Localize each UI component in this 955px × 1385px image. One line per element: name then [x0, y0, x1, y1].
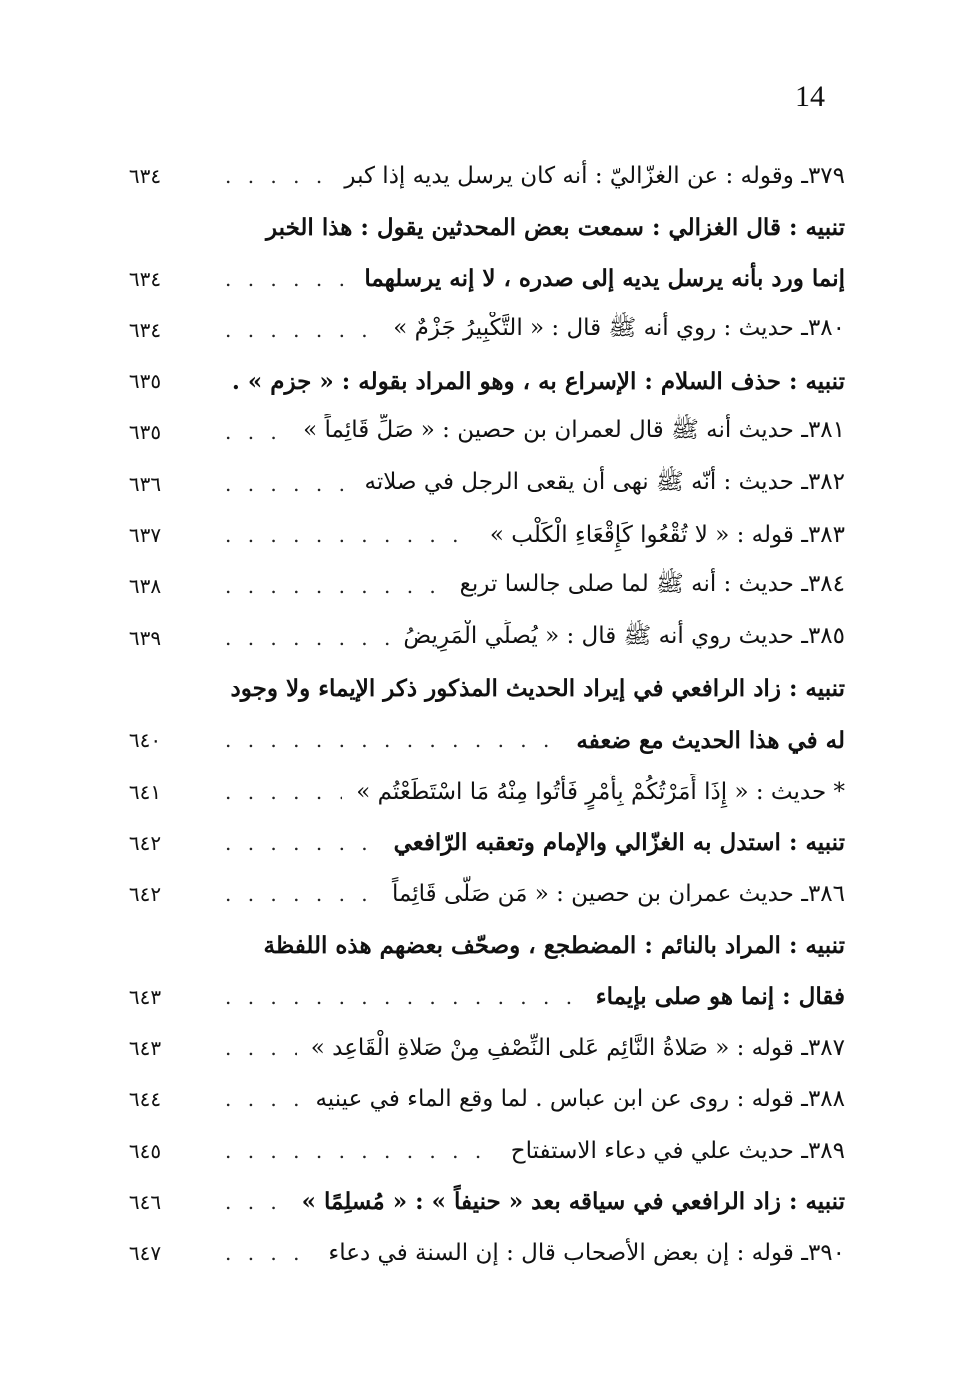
toc-page-number: ٦٣٤	[128, 317, 162, 342]
toc-entry-text: ٣٨٧ـ قوله : « صَلاةُ النَّائِم عَلى النِّصْفِ مِنْ صَلاةِ الْقَاعِد »	[310, 1035, 845, 1062]
toc-entry	[225, 876, 845, 912]
toc-row	[110, 612, 845, 663]
toc-note-text: له في هذا الحديث مع ضعفه	[576, 726, 845, 754]
dot-leader	[225, 985, 582, 1009]
toc-entry	[225, 774, 845, 810]
toc-entry	[225, 927, 845, 963]
toc-page-number: ٦٣٥	[128, 369, 162, 394]
toc-row	[110, 971, 845, 1022]
toc-entry-text: ٣٩٠ـ قوله : إن بعض الأصحاب قال : إن السنة في دعاء	[328, 1240, 845, 1267]
toc-row	[110, 1073, 845, 1124]
toc-note-text: تنبيه : زاد الرافعي في إيراد الحديث المذكور ذكر الإيماء ولا وجود	[230, 675, 845, 703]
toc-row	[110, 868, 845, 919]
toc-row	[110, 509, 845, 560]
toc-entry	[225, 1030, 845, 1066]
toc-row	[110, 663, 845, 714]
dot-leader	[225, 1241, 314, 1265]
toc-note-text: فقال : إنما هو صلى بإيماء	[595, 983, 845, 1011]
toc-entry	[225, 825, 845, 861]
toc-row	[110, 201, 845, 252]
toc-page-number: ٦٣٤	[128, 164, 162, 188]
toc-row	[110, 919, 845, 970]
toc-entry	[225, 1235, 845, 1271]
dot-leader	[225, 780, 342, 804]
toc-row	[110, 253, 845, 304]
toc-page-number: ٦٤٤	[128, 1087, 162, 1112]
toc-entry-text: ٣٨٠ـ حديث : روي أنه ﷺ قال : « التَّكْبِيرُ جَزْمٌ »	[393, 314, 845, 341]
dot-leader	[225, 728, 562, 752]
toc-entry	[225, 979, 845, 1015]
toc-page-number: ٦٤٦	[128, 1189, 162, 1214]
toc-entry	[225, 517, 845, 553]
toc-entry	[225, 261, 845, 297]
toc-entry-text: ٣٧٩ـ وقوله : عن الغزّاليّ : أنه كان يرسل يديه إذا كبر	[344, 163, 845, 189]
toc-page-number: ٦٤٧	[128, 1241, 162, 1266]
toc-entry-text: ٣٨٥ـ حديث روي أنه ﷺ قال : « يُصلِّي الْمَرِيضُ	[403, 622, 845, 649]
toc-entry	[225, 1184, 845, 1220]
toc-entry	[225, 466, 845, 502]
toc-entry	[225, 568, 845, 604]
toc-row	[110, 1022, 845, 1073]
dot-leader	[225, 831, 380, 855]
toc-page-number: ٦٤٣	[128, 1036, 162, 1061]
toc-page-number: ٦٤١	[128, 779, 162, 804]
toc-page-number	[110, 927, 180, 963]
toc-page-number: ٦٣٨	[128, 574, 162, 599]
toc-entry	[225, 363, 845, 399]
toc-entry	[225, 722, 845, 758]
toc-entry	[225, 312, 845, 348]
dot-leader	[225, 1139, 497, 1163]
dot-leader	[225, 420, 289, 444]
toc-entry-text: ٣٨٢ـ حديث : أنّه ﷺ نهى أن يقعى الرجل في صلاته	[364, 468, 845, 495]
toc-page-number: ٦٣٥	[128, 420, 162, 445]
table-of-contents	[110, 150, 845, 1279]
dot-leader	[225, 1190, 288, 1214]
dot-leader	[225, 1087, 301, 1111]
toc-note-text: تنبيه : المراد بالنائم : المضطجع ، وصحّف بعضهم هذه اللفظة	[263, 931, 845, 959]
dot-leader	[225, 523, 476, 547]
toc-note-text: تنبيه : قال الغزالي : سمعت بعض المحدثين يقول : هذا الخبر	[265, 213, 845, 241]
toc-entry-text: ٣٨٦ـ حديث عمران بن حصين : « مَن صَلَّى قَائِماً	[391, 881, 845, 908]
toc-row	[110, 766, 845, 817]
dot-leader	[225, 574, 446, 598]
toc-entry	[225, 671, 845, 707]
toc-row	[110, 406, 845, 457]
toc-row	[110, 150, 845, 201]
toc-note-text: تنبيه : حذف السلام : الإسراع به ، وهو المراد بقوله : « جزم » .	[231, 367, 845, 395]
toc-row	[110, 817, 845, 868]
toc-page-number: ٦٣٩	[128, 625, 162, 650]
toc-entry	[225, 209, 845, 245]
toc-row	[110, 714, 845, 765]
page-number: 14	[795, 80, 825, 113]
toc-page-number	[110, 671, 180, 707]
toc-entry	[225, 620, 845, 656]
toc-note-text: تنبيه : استدل به الغزّالي والإمام وتعقبه الرّافعي	[393, 829, 845, 857]
toc-entry-text: ٣٨٤ـ حديث : أنه ﷺ لما صلى جالسا تربع	[459, 571, 845, 598]
toc-row	[110, 458, 845, 509]
toc-entry-text: ٣٨٩ـ حديث علي في دعاء الاستفتاح	[510, 1137, 845, 1164]
dot-leader	[225, 318, 379, 342]
toc-entry	[225, 158, 845, 194]
toc-row	[110, 304, 845, 355]
toc-page-number: ٦٤٣	[128, 984, 162, 1009]
toc-row	[110, 1176, 845, 1227]
toc-page-number	[110, 209, 180, 245]
toc-entry	[225, 414, 845, 450]
toc-note-text: إنما ورد بأنه يرسل يديه إلى صدره ، لا إنه يرسلهما	[364, 265, 845, 293]
toc-row	[110, 560, 845, 611]
dot-leader	[225, 1036, 297, 1060]
dot-leader	[225, 626, 389, 650]
toc-entry	[225, 1081, 845, 1117]
dot-leader	[225, 267, 350, 291]
toc-page-number: ٦٤٠	[128, 728, 162, 753]
toc-row	[110, 355, 845, 406]
toc-page-number: ٦٣٧	[128, 523, 162, 548]
dot-leader	[225, 472, 351, 496]
toc-entry-text: * حديث : « إِذَا أَمَرْتُكُمْ بِأَمْرٍ فَأْتُوا مِنْهُ مَا اسْتَطَعْتُم »	[356, 778, 845, 805]
toc-page-number: ٦٣٤	[128, 266, 162, 291]
toc-page-number: ٦٤٢	[128, 830, 162, 855]
toc-entry-text: ٣٨١ـ حديث أنه ﷺ قال لعمران بن حصين : « صَلِّ قَائِماً »	[303, 417, 845, 444]
toc-row	[110, 1227, 845, 1278]
toc-page-number: ٦٤٥	[128, 1138, 162, 1163]
toc-page-number: ٦٤٢	[128, 882, 162, 907]
toc-entry	[225, 1133, 845, 1169]
toc-page-number: ٦٣٦	[128, 471, 162, 496]
dot-leader	[225, 882, 378, 906]
toc-entry-text: ٣٨٣ـ قوله : « لا تُقْعُوا كَإِقْعَاءِ الْكَلْب »	[489, 522, 845, 549]
toc-row	[110, 1125, 845, 1176]
toc-entry-text: ٣٨٨ـ قوله : روى عن ابن عباس . لما وقع الماء في عينيه	[315, 1086, 845, 1113]
toc-note-text: تنبيه : زاد الرافعي في سياقه بعد « حنيفاً » : « مُسلِمًا »	[301, 1188, 845, 1216]
dot-leader	[225, 164, 330, 188]
